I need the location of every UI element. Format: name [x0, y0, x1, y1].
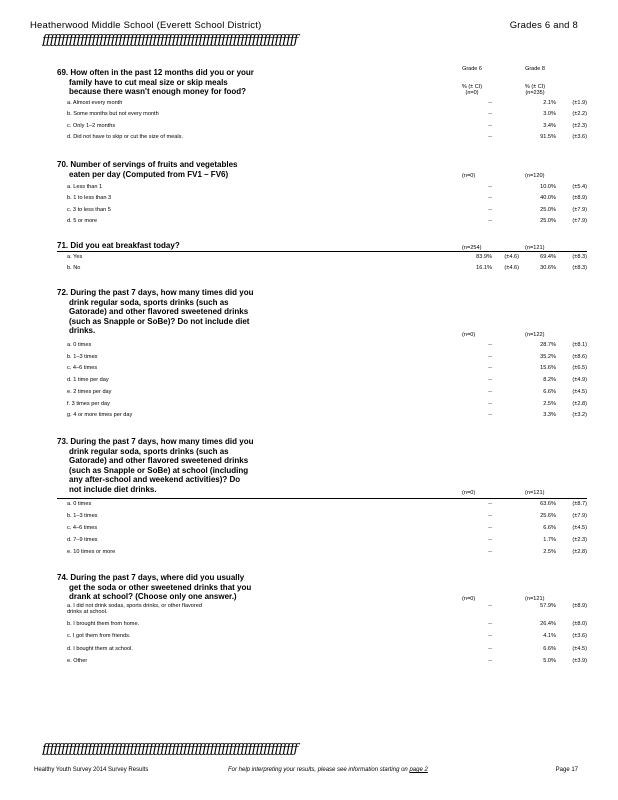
- question-line: family have to cut meal size or skip meals: [69, 77, 228, 87]
- table-row: [57, 354, 587, 364]
- response-label: d. 5 or more: [67, 217, 98, 224]
- grade6-percent: --: [488, 122, 492, 129]
- grade8-percent: 26.4%: [540, 621, 556, 628]
- school-name: Heatherwood Middle School (Everett School District): [30, 20, 262, 31]
- grade6-ci: (±4.6): [504, 265, 519, 272]
- grade8-percent: 8.2%: [543, 377, 556, 384]
- question-text: [57, 68, 587, 97]
- response-label: b. Some months but not every month: [67, 111, 159, 118]
- grade6-percent: --: [488, 365, 492, 372]
- grade6-percent: --: [488, 342, 492, 348]
- grade6-percent: --: [488, 621, 492, 628]
- grade8-percent: 35.2%: [540, 353, 556, 360]
- table-row: [57, 342, 587, 352]
- table-row: [57, 537, 587, 547]
- grade6-percent: --: [488, 645, 492, 652]
- question-line: get the soda or other sweetened drinks that you: [69, 582, 252, 592]
- grade8-sample-size: (n=121): [525, 596, 545, 602]
- question-line: 69. How often in the past 12 months did you or your: [57, 68, 254, 77]
- grade6-percent: --: [488, 536, 492, 543]
- grade8-n: (n=235): [525, 90, 545, 96]
- question-text: [57, 437, 587, 494]
- response-label: b. 1–3 times: [67, 512, 98, 519]
- table-row: [57, 513, 587, 523]
- response-label: f. 3 times per day: [67, 400, 110, 407]
- grade8-percent: 3.0%: [543, 111, 556, 118]
- footer-page-link[interactable]: page 2: [409, 767, 428, 773]
- question-72: [57, 288, 587, 419]
- grade6-percent: --: [488, 206, 492, 213]
- footer-help-prefix: For help interpreting your results, please see information starting on: [228, 767, 408, 773]
- question-69: [57, 68, 587, 140]
- question-73: [57, 437, 587, 555]
- response-label: a. Almost every month: [67, 100, 123, 106]
- grade8-ci: (±3.9): [572, 657, 587, 664]
- table-row: [57, 412, 587, 422]
- grade6-percent: --: [488, 133, 492, 140]
- question-74: [57, 573, 587, 664]
- table-row: [57, 389, 587, 399]
- table-row: [57, 254, 587, 264]
- question-line: (such as Snapple or SoBe) at school (including: [69, 465, 249, 475]
- table-row: [57, 549, 587, 559]
- grade8-ci: (±8.9): [572, 195, 587, 202]
- grade8-ci: (±3.6): [572, 633, 587, 640]
- grades-label: Grades 6 and 8: [509, 20, 578, 31]
- grade8-ci: (±2.2): [572, 111, 587, 118]
- footer-help-text: [228, 767, 428, 773]
- grade8-ci: (±4.5): [572, 645, 587, 652]
- grade8-sample-size: (n=120): [525, 173, 545, 179]
- grade8-percent: 28.7%: [540, 342, 556, 348]
- question-line: 70. Number of servings of fruits and vegetables: [57, 160, 238, 169]
- grade8-percent: 2.5%: [543, 400, 556, 407]
- table-row: [57, 184, 587, 194]
- grade6-percent: --: [488, 400, 492, 407]
- question-line: any after-school and weekend activities)? Do: [69, 475, 241, 484]
- grade8-percent: 25.0%: [540, 206, 556, 213]
- grade6-percent: --: [488, 501, 492, 507]
- grade8-ci: (±8.9): [572, 603, 587, 609]
- grade6-percent: --: [488, 217, 492, 224]
- question-text: [57, 160, 587, 179]
- grade6-percent: --: [488, 195, 492, 202]
- grade8-percent: 2.1%: [543, 100, 556, 106]
- question-line: Gatorade) and other flavored sweetened drinks: [69, 456, 249, 465]
- response-label: a. I did not drink sodas, sports drinks, or other flavored: [67, 603, 202, 609]
- table-row: [57, 501, 587, 511]
- response-label: b. 1 to less than 3: [67, 195, 112, 202]
- table-row: [57, 134, 587, 144]
- table-row: [57, 100, 587, 110]
- grade6-percent: --: [488, 388, 492, 395]
- grade8-percent: 57.9%: [540, 603, 556, 609]
- question-line: (such as Snapple or SoBe)? Do not include diet: [69, 316, 250, 326]
- question-71: [57, 241, 587, 272]
- grade8-ci: (±7.9): [572, 206, 587, 213]
- question-text: [57, 288, 587, 336]
- table-row: [57, 603, 587, 613]
- grade8-ci: (±2.3): [572, 122, 587, 129]
- question-text: [57, 241, 587, 251]
- table-row: [57, 265, 587, 275]
- grade6-n: (n=0): [465, 90, 479, 96]
- question-line: eaten per day (Computed from FV1 – FV6): [69, 169, 229, 179]
- response-label: d. 1 time per day: [67, 377, 109, 384]
- question-line: not include diet drinks.: [69, 484, 157, 494]
- grade8-percent: 25.0%: [540, 217, 556, 224]
- response-label: e. 10 times or more: [67, 548, 116, 555]
- grade6-sample-size: (n=254): [462, 245, 482, 251]
- grade6-sample-size: (n=0): [462, 173, 476, 179]
- grade6-percent: --: [488, 184, 492, 190]
- grade6-percent: --: [488, 524, 492, 531]
- grade8-pct-ci: % (± CI): [524, 84, 546, 90]
- table-rule: [57, 498, 587, 499]
- grade8-ci: (±3.6): [572, 133, 587, 140]
- grade6-percent: --: [488, 111, 492, 118]
- grade6-pct-ci: % (± CI): [461, 84, 483, 90]
- table-row: [57, 207, 587, 217]
- question-line: 74. During the past 7 days, where did you usually: [57, 573, 245, 582]
- grade6-percent: --: [488, 377, 492, 384]
- grade8-percent: 3.3%: [543, 412, 556, 419]
- grade8-ci: (±4.5): [572, 388, 587, 395]
- grade8-ci: (±2.8): [572, 548, 587, 555]
- question-line: drink regular soda, sports drinks (such as: [69, 297, 229, 307]
- grade8-percent: 6.6%: [543, 388, 556, 395]
- grade6-header: Grade 6: [462, 66, 482, 72]
- grade8-ci: (±8.1): [572, 342, 587, 348]
- response-label: e. 2 times per day: [67, 388, 112, 395]
- grade8-percent: 4.1%: [543, 633, 556, 640]
- table-row: [57, 195, 587, 205]
- question-line: 71. Did you eat breakfast today?: [57, 241, 180, 250]
- grade8-ci: (±8.7): [572, 501, 587, 507]
- grade6-percent: --: [488, 412, 492, 419]
- question-line: because there wasn't enough money for food?: [69, 87, 247, 96]
- response-label: c. 4–6 times: [67, 524, 98, 531]
- grade8-percent: 10.0%: [540, 184, 556, 190]
- table-row: [57, 365, 587, 375]
- response-label: e. Other: [67, 657, 88, 664]
- table-row: [57, 401, 587, 411]
- grade8-percent: 5.0%: [543, 657, 556, 664]
- response-label-cont: drinks at school.: [67, 609, 108, 615]
- grade8-percent: 91.5%: [540, 133, 556, 140]
- grade8-percent: 40.0%: [540, 195, 556, 202]
- response-label: c. 4–6 times: [67, 365, 98, 372]
- response-label: c. 3 to less than 5: [67, 206, 111, 213]
- table-row: [57, 123, 587, 133]
- table-row: [57, 633, 587, 643]
- grade8-ci: (±7.9): [572, 512, 587, 519]
- grade6-percent: --: [488, 548, 492, 555]
- table-row: [57, 111, 587, 121]
- grade8-percent: 6.6%: [543, 645, 556, 652]
- question-line: 72. During the past 7 days, how many times did you: [57, 288, 254, 297]
- response-label: b. No: [67, 265, 81, 272]
- grade8-ci: (±6.5): [572, 365, 587, 372]
- grade6-percent: --: [488, 353, 492, 360]
- question-text: [57, 573, 587, 602]
- grade8-ci: (±3.2): [572, 412, 587, 419]
- grade6-sample-size: (n=0): [462, 490, 476, 496]
- grade6-percent: --: [488, 512, 492, 519]
- grade8-sample-size: (n=121): [525, 490, 545, 496]
- question-line: drank at school? (Choose only one answer.): [69, 592, 237, 601]
- footer-page-number: Page 17: [555, 767, 578, 773]
- grade6-percent: --: [488, 100, 492, 106]
- grade8-ci: (±4.9): [572, 377, 587, 384]
- grade8-ci: (±2.3): [572, 536, 587, 543]
- response-label: g. 4 or more times per day: [67, 412, 133, 419]
- grade6-percent: --: [488, 633, 492, 640]
- question-line: drink regular soda, sports drinks (such as: [69, 446, 229, 456]
- table-row: [57, 218, 587, 228]
- grade6-percent: 83.9%: [476, 254, 492, 260]
- table-row: [57, 658, 587, 668]
- grade6-percent: --: [488, 603, 492, 609]
- grade8-sample-size: (n=122): [525, 332, 545, 338]
- response-label: a. Yes: [67, 254, 83, 260]
- question-70: [57, 160, 587, 224]
- grade8-ci: (±7.9): [572, 217, 587, 224]
- grade8-percent: 3.4%: [543, 122, 556, 129]
- grade8-ci: (±5.4): [572, 184, 587, 190]
- grade8-percent: 15.6%: [540, 365, 556, 372]
- response-label: b. 1–3 times: [67, 353, 98, 360]
- response-label: a. Less than 1: [67, 184, 103, 190]
- question-line: Gatorade) and other flavored sweetened drinks: [69, 307, 249, 316]
- question-line: drinks.: [69, 326, 96, 335]
- grade8-ci: (±1.9): [572, 100, 587, 106]
- response-label: d. I bought them at school.: [67, 645, 133, 652]
- response-label: c. Only 1–2 months: [67, 122, 116, 129]
- grade8-ci: (±2.8): [572, 400, 587, 407]
- grade8-ci: (±4.5): [572, 524, 587, 531]
- grade8-header: Grade 8: [525, 66, 545, 72]
- question-line: 73. During the past 7 days, how many times did you: [57, 437, 254, 446]
- grade8-percent: 30.6%: [540, 265, 556, 272]
- response-label: a. 0 times: [67, 501, 92, 507]
- table-row: [57, 621, 587, 631]
- decorative-rule-bottom: ƒƒƒƒƒƒƒƒƒƒƒƒƒƒƒƒƒƒƒƒƒƒƒƒƒƒƒƒƒƒƒƒƒƒƒƒƒƒƒƒƒƒƒƒƒƒƒƒƒƒƒƒƒƒƒƒƒƒƒƒƒƒƒƒƒƒƒ: [42, 742, 298, 757]
- grade8-ci: (±8.6): [572, 353, 587, 360]
- grade8-percent: 2.5%: [543, 548, 556, 555]
- grade8-ci: (±8.0): [572, 621, 587, 628]
- response-label: d. 7–9 times: [67, 536, 98, 543]
- grade8-ci: (±8.3): [572, 265, 587, 272]
- table-row: [57, 646, 587, 656]
- grade6-ci: (±4.6): [504, 254, 519, 260]
- grade8-percent: 69.4%: [540, 254, 556, 260]
- grade8-ci: (±8.3): [572, 254, 587, 260]
- response-label: c. I got them from friends.: [67, 633, 131, 640]
- grade8-percent: 1.7%: [543, 536, 556, 543]
- response-label: a. 0 times: [67, 342, 92, 348]
- grade8-percent: 6.6%: [543, 524, 556, 531]
- table-row: [57, 525, 587, 535]
- grade6-sample-size: (n=0): [462, 596, 476, 602]
- table-rule: [57, 251, 587, 252]
- grade6-percent: 16.1%: [476, 265, 492, 272]
- response-label: b. I brought them from home.: [67, 621, 140, 628]
- grade8-percent: 63.6%: [540, 501, 556, 507]
- grade8-sample-size: (n=121): [525, 245, 545, 251]
- grade6-percent: --: [488, 657, 492, 664]
- grade6-sample-size: (n=0): [462, 332, 476, 338]
- response-label: d. Did not have to skip or cut the size of meals.: [67, 133, 183, 140]
- footer-survey-title: Healthy Youth Survey 2014 Survey Results: [34, 767, 149, 773]
- decorative-rule-top: ƒƒƒƒƒƒƒƒƒƒƒƒƒƒƒƒƒƒƒƒƒƒƒƒƒƒƒƒƒƒƒƒƒƒƒƒƒƒƒƒƒƒƒƒƒƒƒƒƒƒƒƒƒƒƒƒƒƒƒƒƒƒƒƒƒƒƒ: [42, 33, 298, 48]
- table-row: [57, 377, 587, 387]
- grade8-percent: 25.6%: [540, 512, 556, 519]
